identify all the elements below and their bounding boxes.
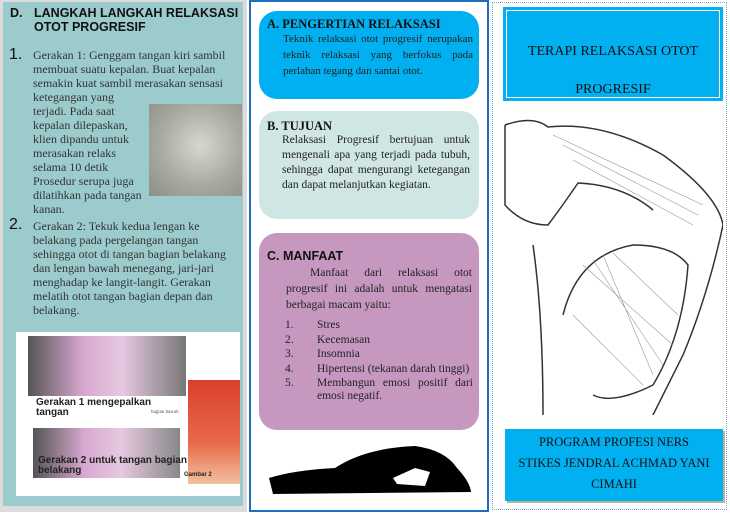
definition-title: A. PENGERTIAN RELAKSASI	[267, 17, 441, 31]
benefit-item	[285, 377, 473, 402]
step-1-line: kepalan dilepaskan,	[33, 118, 128, 132]
benefit-text: Insomnia	[317, 348, 360, 360]
arm-label: bagian bawah	[151, 410, 179, 415]
step-1-line: dilatihkan pada tangan	[33, 188, 142, 202]
benefit-item	[285, 334, 473, 347]
caption-gerakan-1: Gerakan 1 mengepalkan tangan	[36, 397, 152, 418]
footer-line-3: CIMAHI	[591, 477, 637, 491]
heading-text: LANGKAH LANGKAH RELAKSASI OTOT PROGRESIF	[34, 6, 239, 34]
step-1-line: klien dipandu untuk	[33, 132, 129, 146]
exercise-photos	[16, 332, 240, 496]
caption-gerakan-2: Gerakan 2 untuk tangan bagian belakang	[38, 455, 187, 476]
step-1-line: terjadi. Pada saat	[33, 104, 115, 118]
relaxation-silhouette-image	[265, 442, 475, 498]
footer-line-2: STIKES JENDRAL ACHMAD YANI	[518, 456, 710, 470]
benefit-number: 1.	[285, 319, 294, 331]
step-1-line: Gerakan 1: Genggam tangan kiri sambil	[33, 48, 226, 62]
step-1-number: 1.	[9, 46, 23, 63]
benefits-list	[285, 319, 473, 404]
institution-box	[505, 429, 723, 501]
heading-number: D.	[10, 6, 23, 20]
benefit-item	[285, 348, 473, 361]
step-2-text: Gerakan 2: Tekuk kedua lengan ke belakang pada pergelangan tangan sehingga otot di tangan bagian belakang dan lengan bawah menegang, jari-jari menghadap ke langit-langit. Gerakan melatih otot tangan bagian depan dan belakang.	[33, 219, 226, 317]
benefit-text: Membangun emosi positif dari emosi negatif.	[317, 377, 473, 402]
definition-text: Teknik relaksasi otot progresif nerupakan teknik relaksasi yang berfokus pada perlahan tegang dan santai otot.	[283, 33, 473, 77]
arm-anatomy-image	[188, 380, 240, 484]
benefit-number: 2.	[285, 333, 294, 346]
step-2-number: 2.	[9, 216, 23, 233]
benefit-text: Stres	[317, 319, 340, 331]
footer-line-1: PROGRAM PROFESI NERS	[538, 435, 690, 449]
figure-label: Gambar 2	[184, 472, 212, 478]
definition-box	[259, 11, 479, 99]
step-1-line: kanan.	[33, 202, 65, 216]
step-1-line: semakin kuat sambil merasakan sensasi	[33, 76, 223, 90]
benefits-box	[259, 233, 479, 430]
left-panel-background	[3, 2, 243, 506]
purpose-box	[259, 111, 479, 219]
title-line-2: PROGRESIF	[575, 82, 651, 97]
purpose-title: B. TUJUAN	[267, 119, 333, 133]
title-line-1: TERAPI RELAKSASI OTOT	[527, 44, 699, 59]
benefits-title: C. MANFAAT	[267, 249, 344, 263]
step-1-line: ketegangan yang	[33, 90, 114, 104]
benefit-number: 3.	[285, 348, 294, 360]
step-1-line: merasakan relaks	[33, 146, 116, 160]
title-box	[503, 7, 723, 101]
right-panel	[492, 2, 727, 510]
fist-photo	[149, 104, 242, 196]
benefit-number: 5.	[285, 377, 294, 389]
benefit-item	[285, 363, 473, 376]
step-1-line: selama 10 detik	[33, 160, 109, 174]
benefit-item	[285, 319, 473, 332]
middle-panel	[249, 0, 489, 512]
benefit-text: Hipertensi (tekanan darah tinggi)	[317, 362, 470, 375]
muscle-anatomy-image	[503, 115, 723, 415]
photo-gerakan-1	[28, 336, 186, 396]
step-1-line: membuat suatu kepalan. Buat kepalan	[33, 62, 216, 76]
benefits-text: Manfaat dari relaksasi otot progresif ini adalah untuk mengatasi berbagai macam yaitu:	[286, 267, 472, 311]
benefit-text: Kecemasan	[317, 333, 370, 346]
benefit-number: 4.	[285, 362, 294, 375]
left-panel	[0, 0, 247, 512]
step-1-line: Prosedur serupa juga	[33, 174, 134, 188]
purpose-text: Relaksasi Progresif bertujuan untuk mengenali apa yang terjadi pada tubuh, sehingga dapat mengurangi ketegangan dan dapat melanjutkan kegiatan.	[282, 134, 470, 191]
